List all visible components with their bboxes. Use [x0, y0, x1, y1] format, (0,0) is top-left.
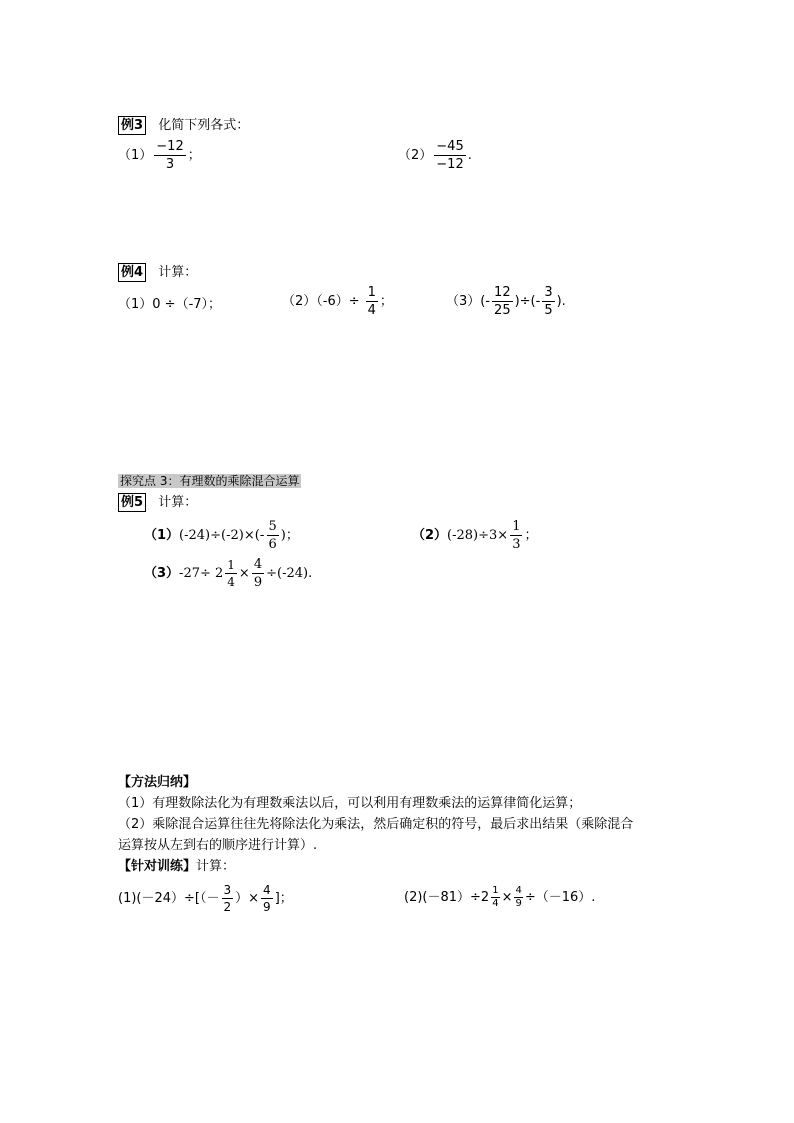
- denominator: 6: [268, 537, 277, 552]
- fraction: [154, 140, 185, 171]
- targeted-training-title: 【针对训练】: [118, 859, 197, 874]
- problem-expression: (-28)÷3×: [447, 528, 509, 543]
- punctuation: ；: [187, 148, 201, 163]
- example-4-problem-2: [282, 286, 393, 317]
- problem-index: （2）: [412, 528, 448, 543]
- denominator: 9: [253, 575, 263, 590]
- method-summary-line-3: 运算按从左到右的顺序进行计算）.: [118, 838, 318, 853]
- denominator: 3: [512, 537, 521, 552]
- numerator: 3: [544, 285, 553, 300]
- numerator: 12: [494, 285, 511, 300]
- fraction: [492, 286, 513, 317]
- denominator: 9: [515, 898, 522, 909]
- problem-expression: (-24)÷(-2)×(: [179, 528, 260, 543]
- example-3-problem-2: [398, 140, 472, 171]
- section-3-title: 探究点 3：有理数的乘除混合运算: [120, 474, 300, 488]
- training-problem-1: [118, 884, 293, 913]
- denominator: −12: [436, 157, 464, 172]
- problem-index: （1）: [144, 528, 180, 543]
- denominator: 3: [165, 157, 175, 172]
- example-3-title: 化简下列各式：: [158, 118, 250, 133]
- fraction: [222, 884, 234, 913]
- punctuation: ；: [379, 294, 393, 309]
- denominator: 4: [492, 898, 499, 909]
- example-4-title: 计算：: [158, 265, 198, 280]
- example-5-label: 例5: [118, 493, 146, 512]
- problem-expression: （2）（-6）÷: [282, 294, 360, 309]
- numerator: 4: [253, 557, 263, 572]
- minus-sign: -: [259, 528, 265, 543]
- method-summary-line-2: （2）乘除混合运算往往先将除法化为乘法，然后确定积的符号，最后求出结果（乘除混合: [118, 817, 634, 832]
- operator: ×: [238, 566, 250, 581]
- fraction: [434, 140, 465, 171]
- numerator: 5: [268, 519, 277, 534]
- fraction: [225, 559, 237, 588]
- punctuation: .: [467, 148, 472, 163]
- targeted-training-header: [118, 860, 235, 873]
- denominator: 4: [367, 303, 376, 318]
- fraction: [542, 286, 554, 317]
- operator: )÷(-: [514, 294, 541, 309]
- fraction: [514, 886, 522, 909]
- denominator: 4: [227, 575, 235, 589]
- punctuation: ]；: [274, 891, 293, 906]
- punctuation: ).: [556, 294, 566, 309]
- problem-expression: (1)(－24）÷[（－: [118, 891, 220, 906]
- method-summary-title: 【方法归纳】: [118, 775, 197, 790]
- fraction: [510, 520, 522, 551]
- training-problem-2: [404, 886, 595, 909]
- method-summary-line-1: （1）有理数除法化为有理数乘法以后，可以利用有理数乘法的运算律简化运算；: [118, 796, 582, 811]
- denominator: 5: [544, 303, 553, 318]
- example-3-label: 例3: [118, 116, 146, 135]
- numerator: −12: [156, 139, 184, 154]
- punctuation: )；: [280, 528, 299, 543]
- fraction: [491, 886, 499, 909]
- operator: ×: [501, 890, 513, 905]
- targeted-training-title-tail: 计算：: [196, 859, 236, 874]
- numerator: 3: [223, 883, 232, 897]
- numerator: 4: [263, 883, 271, 897]
- fraction: [252, 558, 264, 589]
- problem-expression-tail: ÷(-24).: [266, 566, 313, 581]
- example-4-problem-3: [446, 286, 566, 317]
- example-4-problem-1: （1）0 ÷（-7）；: [118, 297, 222, 312]
- denominator: 25: [494, 303, 511, 318]
- fraction: [267, 520, 279, 551]
- example-4-header: [118, 266, 197, 279]
- denominator: 9: [263, 900, 271, 914]
- problem-expression: （3）(-: [446, 294, 491, 309]
- problem-index: （2）: [398, 148, 433, 163]
- fraction: [261, 884, 273, 913]
- problem-expression-tail: ÷（－16）.: [524, 890, 596, 905]
- numerator: 1: [492, 885, 499, 896]
- example-5-header: [118, 496, 197, 509]
- numerator: 1: [367, 285, 376, 300]
- numerator: −45: [436, 139, 464, 154]
- fraction: [366, 286, 378, 317]
- example-5-problem-1: [144, 520, 299, 551]
- example-5-problem-3: [144, 558, 312, 589]
- operator: ）×: [235, 891, 260, 906]
- example-3-problem-1: [118, 140, 201, 171]
- example-5-title: 计算：: [158, 495, 198, 510]
- numerator: 1: [512, 519, 521, 534]
- punctuation: ；: [524, 528, 538, 543]
- problem-index: （1）: [118, 148, 153, 163]
- numerator: 1: [227, 558, 235, 572]
- problem-expression: (2)(－81）÷2: [404, 890, 490, 905]
- numerator: 4: [515, 885, 522, 896]
- problem-expression: -27÷ 2: [179, 566, 224, 581]
- example-5-problem-2: [412, 520, 537, 551]
- example-3-header: [118, 119, 249, 132]
- problem-index: （3）: [144, 566, 180, 581]
- denominator: 2: [223, 900, 232, 914]
- example-4-label: 例4: [118, 263, 146, 282]
